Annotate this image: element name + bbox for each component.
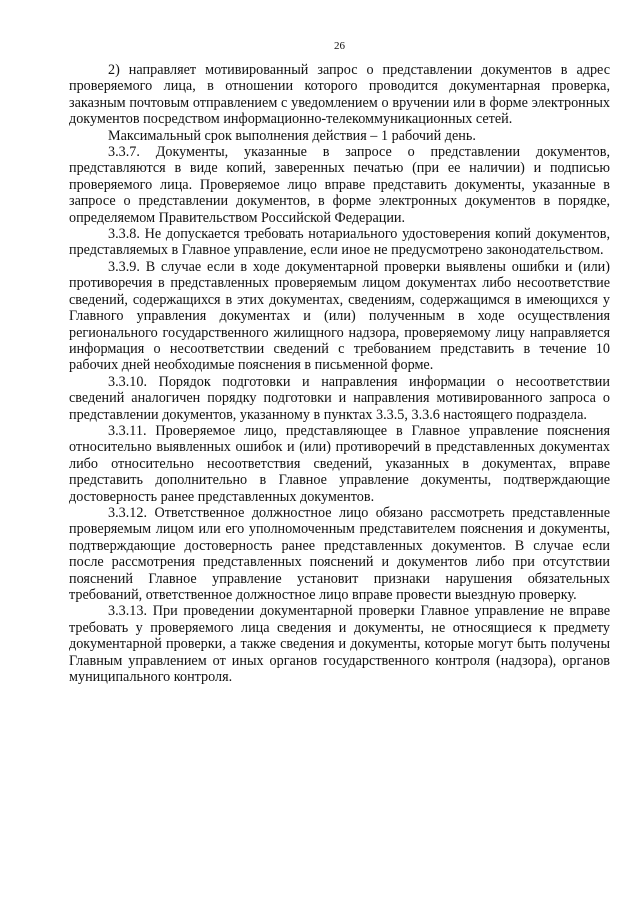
paragraph-item-2: 2) направляет мотивированный запрос о представлении документов в адрес проверяемого лица, в отношении которого проводится документарная проверка, заказным почтовым отправлением с уведомлением о вручении или в форме электронных документов посредством информационно-телекоммуникационных сетей. [69, 62, 610, 128]
paragraph-3-3-13: 3.3.13. При проведении документарной проверки Главное управление не вправе требовать у проверяемого лица сведения и документы, не относящиеся к предмету документарной проверки, а также сведения и документы, которые могут быть получены Главным управлением от иных органов государственного контроля (надзора), органов муниципального контроля. [69, 603, 610, 686]
paragraph-3-3-12: 3.3.12. Ответственное должностное лицо обязано рассмотреть представленные проверяемым лицом или его уполномоченным представителем пояснения и документы, подтверждающие достоверность ранее представленных документов. В случае если после рассмотрения представленных пояснений и документов либо при отсутствии пояснений Главное управление установит признаки нарушения обязательных требований, ответственное должностное лицо вправе провести выездную проверку. [69, 504, 610, 603]
paragraph-3-3-7: 3.3.7. Документы, указанные в запросе о представлении документов, представляются в виде копий, заверенных печатью (при ее наличии) и подписью проверяемого лица. Проверяемое лицо вправе представить документы, указанные в запросе о представлении документов, в форме электронных документов в порядке, определяемом Правительством Российской Федерации. [69, 144, 610, 226]
paragraph-3-3-11: 3.3.11. Проверяемое лицо, представляющее в Главное управление пояснения относительно выявленных ошибок и (или) противоречий в представленных документах либо относительно несоответствия сведений, указанных в документах, вправе представить дополнительно в Главное управление документы, подтверждающие достоверность ранее представленных документов. [69, 422, 610, 505]
paragraph-3-3-9: 3.3.9. В случае если в ходе документарной проверки выявлены ошибки и (или) противоречия в представленных проверяемым лицом документах либо несоответствие сведений, содержащихся в этих документах, сведениям, содержащимся в имеющихся у Главного управления документах и (или) полученным в ходе осуществления регионального государственного жилищного надзора, проверяемому лицу направляется информация о несоответствии сведений с требованием представить в течение 10 рабочих дней необходимые пояснения в письменной форме. [69, 258, 610, 374]
paragraph-3-3-10: 3.3.10. Порядок подготовки и направления информации о несоответствии сведений аналогичен порядку подготовки и направления мотивированного запроса о представлении документов, указанному в пунктах 3.3.5, 3.3.6 настоящего подраздела. [69, 373, 610, 423]
paragraph-max-time: Максимальный срок выполнения действия – 1 рабочий день. [108, 127, 476, 144]
page-number: 26 [334, 40, 345, 52]
paragraph-3-3-8: 3.3.8. Не допускается требовать нотариального удостоверения копий документов, представляемых в Главное управление, если иное не предусмотрено законодательством. [69, 226, 610, 259]
